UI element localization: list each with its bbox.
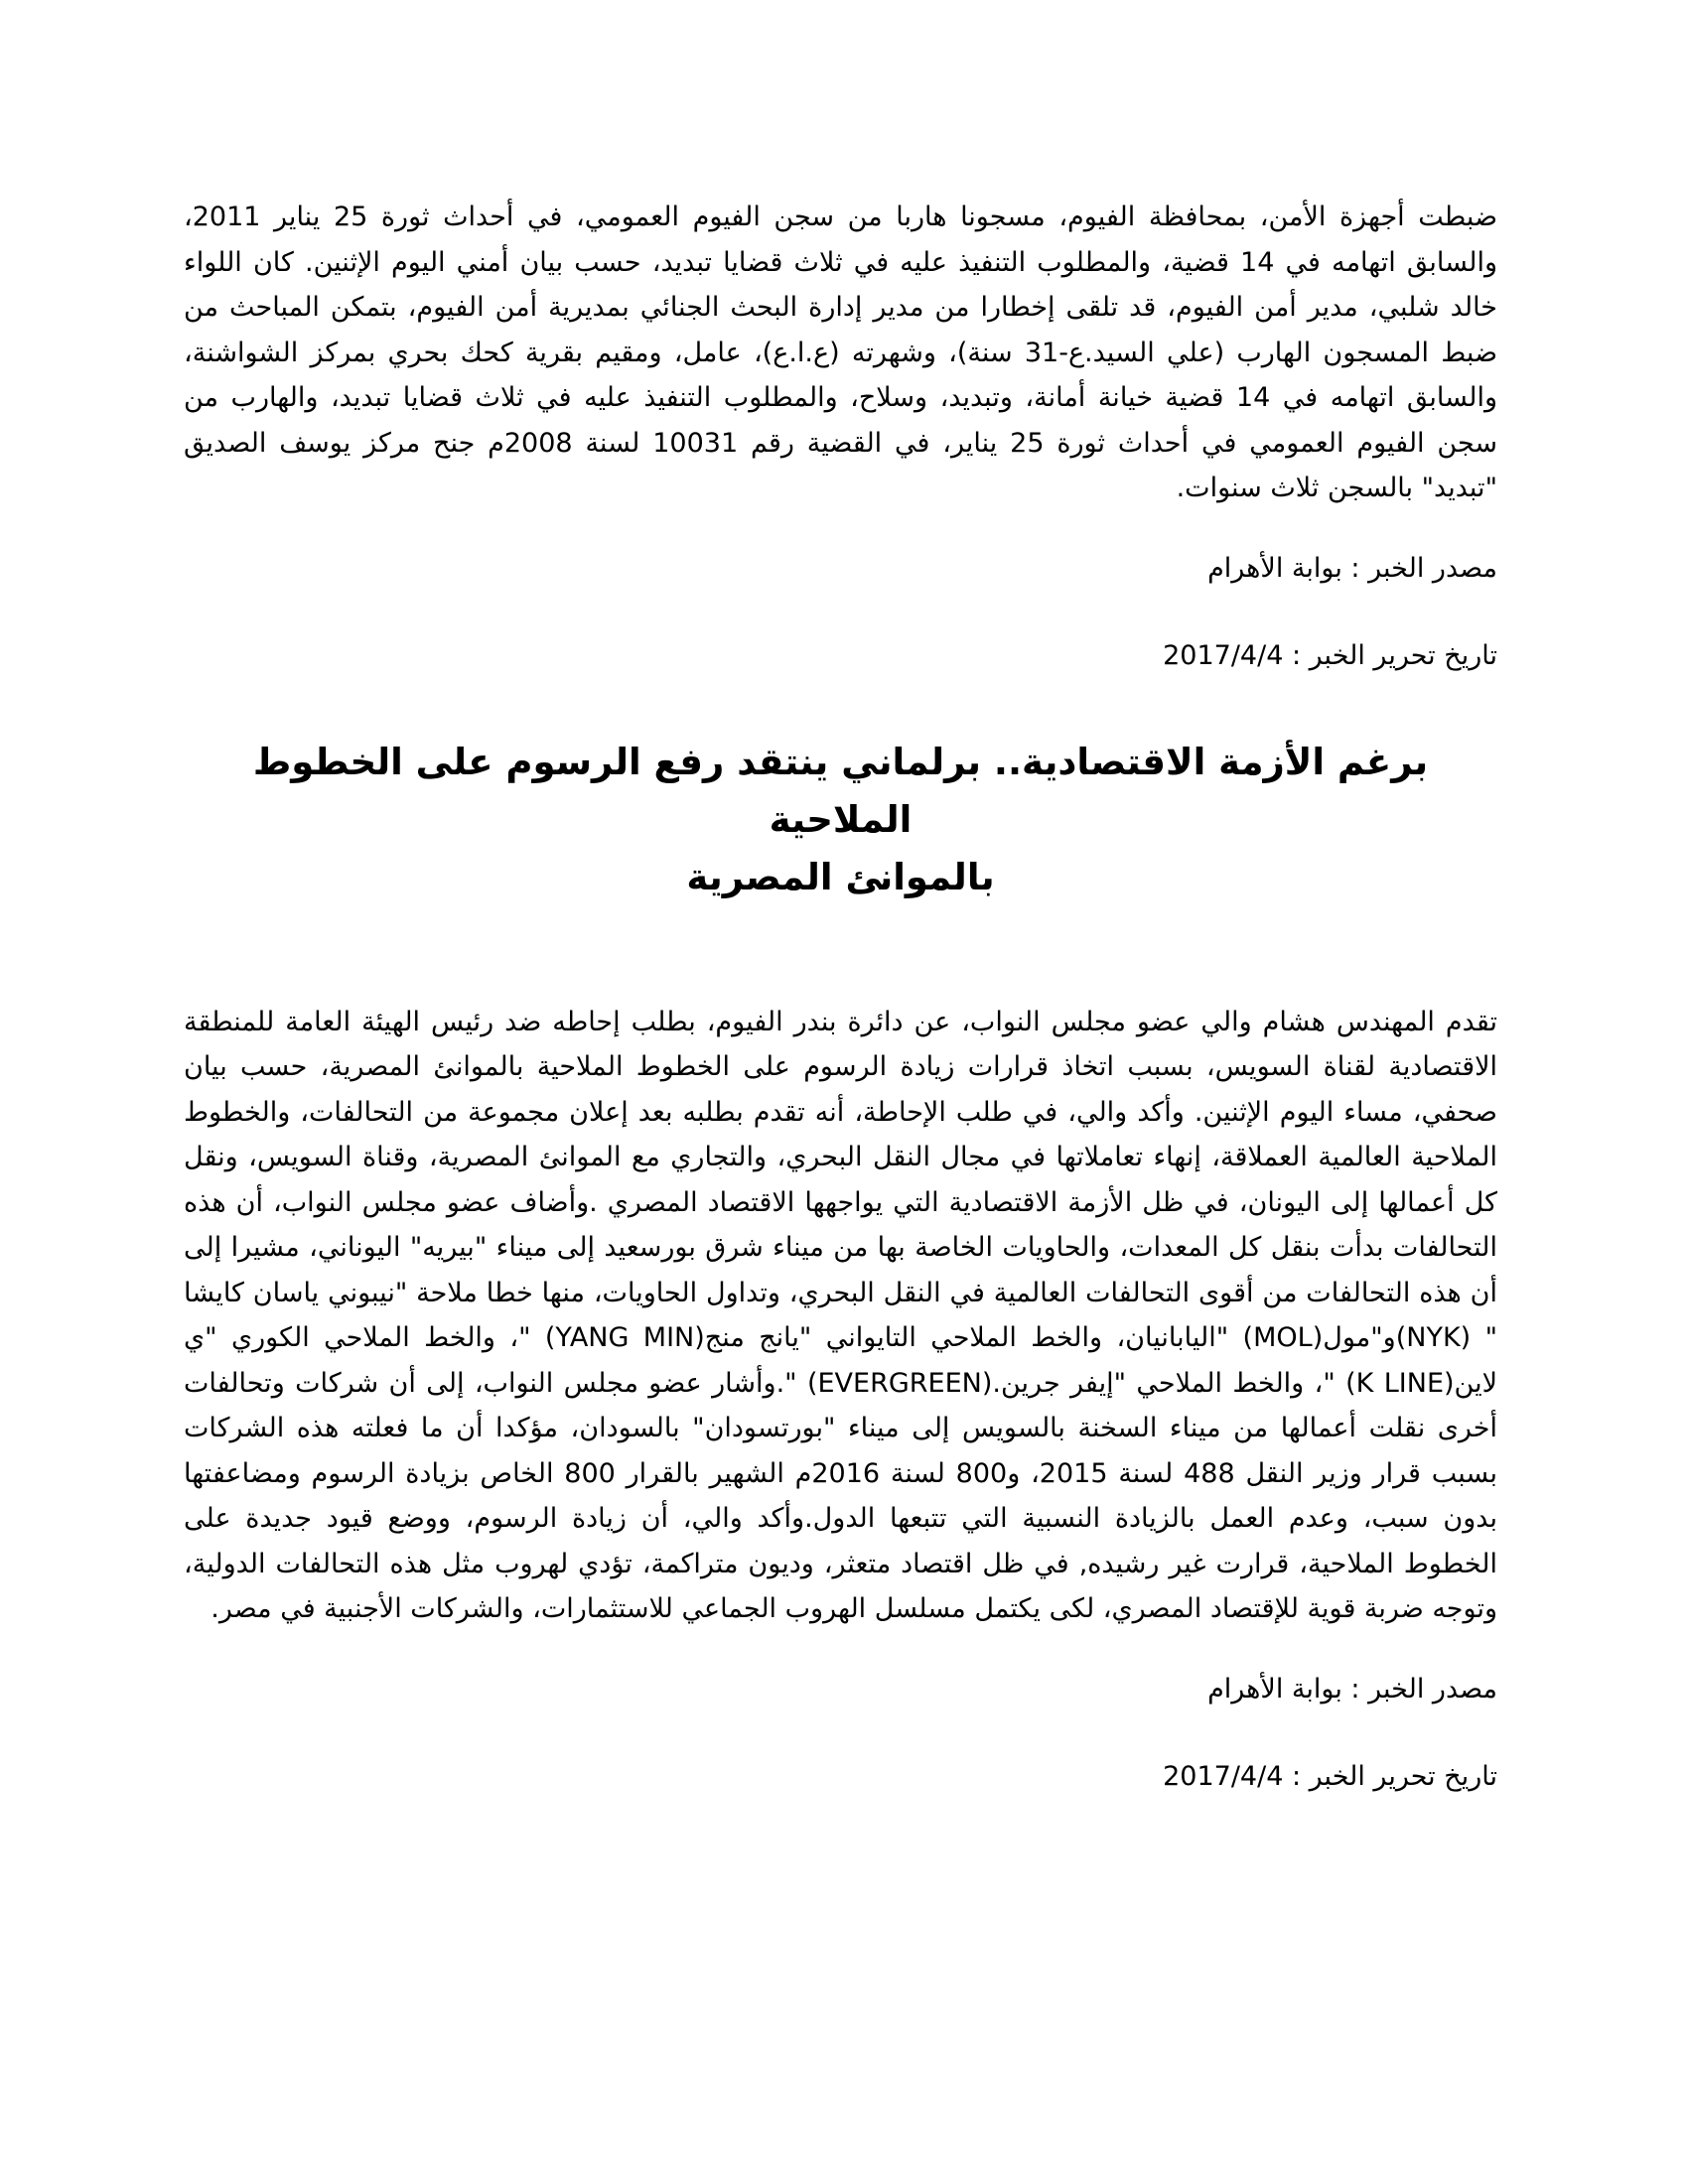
article2-source: مصدر الخبر : بوابة الأهرام: [1207, 1673, 1497, 1705]
document-body: [184, 195, 1497, 1797]
article1-source: مصدر الخبر : بوابة الأهرام: [1207, 552, 1497, 584]
article1-date: تاريخ تحرير الخبر : 2017/4/4: [1163, 639, 1497, 671]
article1-paragraph: ضبطت أجهزة الأمن، بمحافظة الفيوم، مسجونا هاربا من سجن الفيوم العمومي، في أحداث ثورة 25 يناير 2011، والسابق اتهامه في 14 قضية، والمطلوب التنفيذ عليه في ثلاث قضايا تبديد، حسب بيان أمني اليوم الإثنين. كان اللواء خالد شلبي، مدير أمن الفيوم، قد تلقى إخطارا من مدير إدارة البحث الجنائي بمديرية أمن الفيوم، بتمكن المباحث من ضبط المسجون الهارب (علي السيد.ع-31 سنة)، وشهرته (ع.ا.ع)، عامل، ومقيم بقرية كحك بحري بمركز الشواشنة، والسابق اتهامه في 14 قضية خيانة أمانة، وتبديد، وسلاح، والمطلوب التنفيذ عليه في ثلاث قضايا تبديد، والهارب من سجن الفيوم العمومي في أحداث ثورة 25 يناير، في القضية رقم 10031 لسنة 2008م جنح مركز يوسف الصديق "تبديد" بالسجن ثلاث سنوات.: [184, 202, 1498, 503]
article2-date: تاريخ تحرير الخبر : 2017/4/4: [1163, 1760, 1497, 1792]
article2-paragraph: تقدم المهندس هشام والي عضو مجلس النواب، عن دائرة بندر الفيوم، بطلب إحاطه ضد رئيس الهيئة العامة للمنطقة الاقتصادية لقناة السويس، بسبب اتخاذ قرارات زيادة الرسوم على الخطوط الملاحية بالموانئ المصرية، حسب بيان صحفي، مساء اليوم الإثنين. وأكد والي، في طلب الإحاطة، أنه تقدم بطلبه بعد إعلان مجموعة من التحالفات، والخطوط الملاحية العالمية العملاقة، إنهاء تعاملاتها في مجال النقل البحري، والتجاري مع الموانئ المصرية، وقناة السويس، ونقل كل أعمالها إلى اليونان، في ظل الأزمة الاقتصادية التي يواجهها الاقتصاد المصري .وأضاف عضو مجلس النواب، أن هذه التحالفات بدأت بنقل كل المعدات، والحاويات الخاصة بها من ميناء شرق بورسعيد إلى ميناء "بيريه" اليوناني، مشيرا إلى أن هذه التحالفات من أقوى التحالفات العالمية في النقل البحري، وتداول الحاويات، منها خطا ملاحة "نيبوني ياسان كايشا " (NYK)و"مول(MOL) "اليابانيان، والخط الملاحي التايواني "يانج منج(YANG MIN) "، والخط الملاحي الكوري "ي لاين(K LINE) "، والخط الملاحي "إيفر جرين.(EVERGREEN) ".وأشار عضو مجلس النواب، إلى أن شركات وتحالفات أخرى نقلت أعمالها من ميناء السخنة بالسويس إلى ميناء "بورتسودان" بالسودان، مؤكدا أن ما فعلته هذه الشركات بسبب قرار وزير النقل 488 لسنة 2015، و800 لسنة 2016م الشهير بالقرار 800 الخاص بزيادة الرسوم ومضاعفتها بدون سبب، وعدم العمل بالزيادة النسبية التي تتبعها الدول.وأكد والي، أن زيادة الرسوم، ووضع قيود جديدة على الخطوط الملاحية، قرارت غير رشيده, في ظل اقتصاد متعثر، وديون متراكمة، تؤدي لهروب مثل هذه التحالفات الدولية، وتوجه ضربة قوية للإقتصاد المصري، لكى يكتمل مسلسل الهروب الجماعي للاستثمارات، والشركات الأجنبية في مصر.: [184, 1006, 1498, 1624]
article2-title-line2: بالموانئ المصرية: [686, 855, 995, 898]
article2-title-line1: برغم الأزمة الاقتصادية.. برلماني ينتقد رفع الرسوم على الخطوط الملاحية: [252, 740, 1429, 841]
article2-title: [184, 734, 1497, 906]
